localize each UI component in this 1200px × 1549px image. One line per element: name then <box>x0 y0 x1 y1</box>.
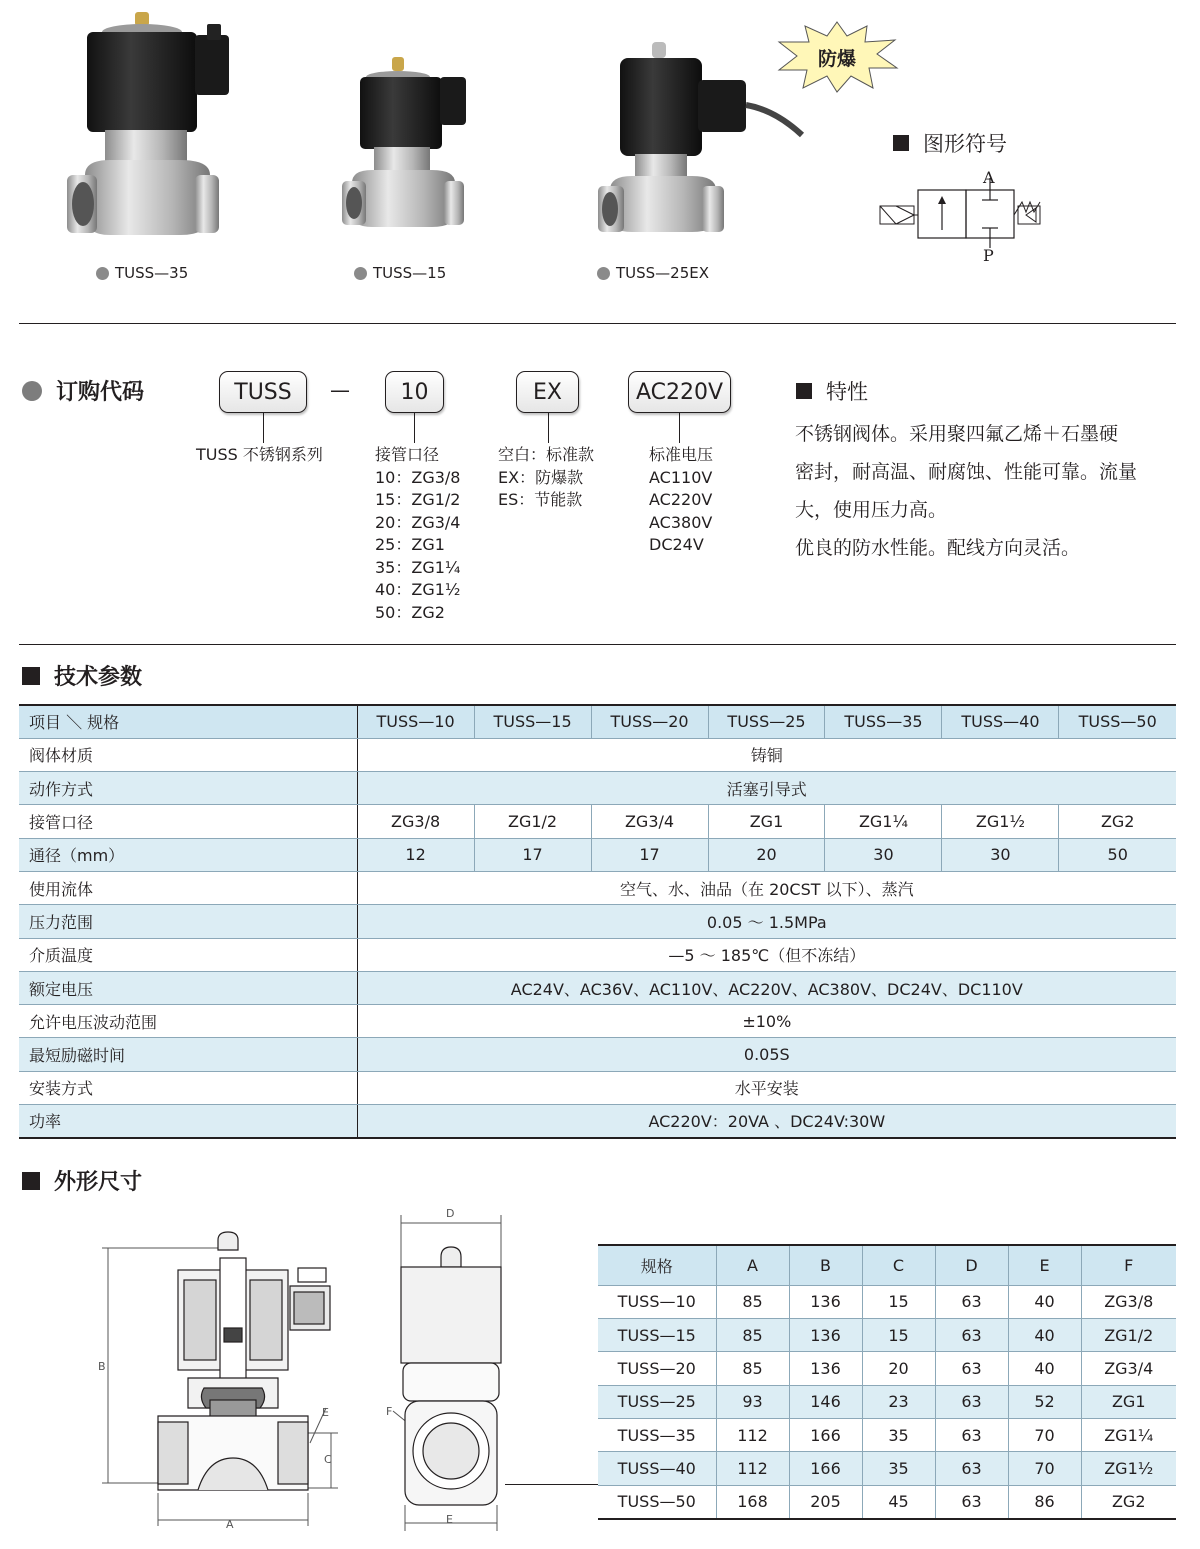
spec-cell: 12 <box>357 838 474 871</box>
dim-row <box>598 1352 1176 1385</box>
dim-cell: 63 <box>935 1352 1008 1385</box>
features-text <box>795 415 1137 567</box>
bullet-dot-icon <box>597 267 610 280</box>
dim-row <box>598 1385 1176 1418</box>
product-model: TUSS—35 <box>115 264 189 282</box>
spec-row-label: 介质温度 <box>19 938 357 971</box>
explosion-proof-badge <box>775 20 899 94</box>
spec-row-value: 0.05S <box>357 1038 1176 1071</box>
spec-row-value: AC24V、AC36V、AC110V、AC220V、AC380V、DC24V、DC110V <box>357 971 1176 1004</box>
product-image-tuss-25ex <box>590 40 805 240</box>
spec-row-label: 最短励磁时间 <box>19 1038 357 1071</box>
code-box-size: 10 <box>385 371 444 413</box>
spec-row-label: 使用流体 <box>19 871 357 904</box>
spec-row-value: 铸铜 <box>357 738 1176 771</box>
spec-cell: 30 <box>825 838 942 871</box>
spec-cell: 30 <box>942 838 1059 871</box>
dimension-label-f: F <box>386 1405 393 1418</box>
spec-row-label: 通径（mm） <box>19 838 357 871</box>
spec-title: 技术参数 <box>22 660 142 691</box>
spec-row <box>19 738 1176 771</box>
dim-cell: 40 <box>1008 1285 1081 1318</box>
features-title: 特性 <box>796 376 868 406</box>
dim-cell: 86 <box>1008 1485 1081 1518</box>
dim-cell: ZG3/4 <box>1081 1352 1176 1385</box>
code-dash: — <box>330 378 350 402</box>
code-box-series: TUSS <box>219 371 307 413</box>
symbol-label-a: A <box>983 168 995 187</box>
square-bullet-icon <box>22 667 40 685</box>
code-box-voltage: AC220V <box>628 371 731 413</box>
dim-cell: 40 <box>1008 1352 1081 1385</box>
side-view-drawing <box>383 1205 523 1533</box>
spec-header-model: TUSS—40 <box>942 705 1059 738</box>
spec-cell: ZG3/4 <box>591 805 708 838</box>
dimensions-table <box>598 1244 1176 1520</box>
spec-row <box>19 805 1176 838</box>
dim-cell: 15 <box>862 1318 935 1351</box>
square-bullet-icon <box>22 1172 40 1190</box>
circle-bullet-icon <box>22 381 42 401</box>
dim-cell: 35 <box>862 1419 935 1452</box>
dim-header: D <box>935 1245 1008 1285</box>
dim-cell: ZG3/8 <box>1081 1285 1176 1318</box>
spec-row-label: 动作方式 <box>19 772 357 805</box>
spec-row <box>19 772 1176 805</box>
spec-row <box>19 938 1176 971</box>
dim-cell: ZG2 <box>1081 1485 1176 1518</box>
dim-row <box>598 1318 1176 1351</box>
dim-cell: 85 <box>716 1285 789 1318</box>
code-box-type: EX <box>516 371 579 413</box>
dim-cell: 63 <box>935 1485 1008 1518</box>
spec-cell: ZG3/8 <box>357 805 474 838</box>
feature-line: 优良的防水性能。配线方向灵活。 <box>795 537 1081 559</box>
dim-cell: 35 <box>862 1452 935 1485</box>
dim-cell: TUSS—15 <box>598 1318 716 1351</box>
spec-table <box>19 704 1176 1139</box>
product-image-tuss-15 <box>340 55 480 245</box>
dimension-label-c: C <box>324 1453 332 1466</box>
bullet-dot-icon <box>354 267 367 280</box>
dim-row <box>598 1485 1176 1518</box>
dim-cell: 52 <box>1008 1385 1081 1418</box>
spec-row-value: 水平安装 <box>357 1071 1176 1104</box>
spec-row-label: 功率 <box>19 1105 357 1138</box>
section-divider <box>19 644 1176 645</box>
dimension-label-d: D <box>446 1207 455 1220</box>
dim-cell: TUSS—25 <box>598 1385 716 1418</box>
dim-cell: 63 <box>935 1285 1008 1318</box>
spec-row-label: 额定电压 <box>19 971 357 1004</box>
dim-cell: TUSS—50 <box>598 1485 716 1518</box>
size-options: 接管口径 10：ZG3/8 15：ZG1/2 20：ZG3/4 25：ZG1 35：ZG1¼ 40：ZG1½ 50：ZG2 <box>375 445 461 622</box>
spec-cell: ZG1¼ <box>825 805 942 838</box>
dim-cell: TUSS—40 <box>598 1452 716 1485</box>
dim-cell: 63 <box>935 1419 1008 1452</box>
dim-cell: 166 <box>789 1419 862 1452</box>
type-options: 空白：标准款 EX：防爆款 ES：节能款 <box>498 445 595 509</box>
product-image-tuss-35 <box>65 10 245 250</box>
dim-cell: 85 <box>716 1318 789 1351</box>
section-divider <box>19 323 1176 324</box>
dim-row <box>598 1452 1176 1485</box>
dim-cell: 166 <box>789 1452 862 1485</box>
dimensions-title: 外形尺寸 <box>22 1165 142 1196</box>
connector-line <box>548 413 549 443</box>
dim-header-row <box>598 1245 1176 1285</box>
feature-line: 大，使用压力高。 <box>795 499 948 521</box>
spec-header-model: TUSS—10 <box>357 705 474 738</box>
spec-cell: ZG1 <box>708 805 825 838</box>
spec-cell: ZG1/2 <box>474 805 591 838</box>
spec-header-model: TUSS—15 <box>474 705 591 738</box>
feature-line: 密封，耐高温、耐腐蚀、性能可靠。流量 <box>795 461 1138 483</box>
spec-row-label: 允许电压波动范围 <box>19 1005 357 1038</box>
spec-cell: 20 <box>708 838 825 871</box>
dim-cell: 136 <box>789 1285 862 1318</box>
square-bullet-icon <box>893 135 909 151</box>
spec-row <box>19 871 1176 904</box>
spec-row <box>19 1038 1176 1071</box>
product-model: TUSS—25EX <box>616 264 710 282</box>
dim-cell: 85 <box>716 1352 789 1385</box>
spec-row-value: 0.05 ～ 1.5MPa <box>357 905 1176 938</box>
symbol-label-p: P <box>983 246 994 265</box>
dim-cell: ZG1/2 <box>1081 1318 1176 1351</box>
spec-row-value: —5 ～ 185℃（但不冻结） <box>357 938 1176 971</box>
dim-header: C <box>862 1245 935 1285</box>
spec-cell: 50 <box>1059 838 1176 871</box>
spec-cell: ZG2 <box>1059 805 1176 838</box>
spec-header-row <box>19 705 1176 738</box>
dim-header: B <box>789 1245 862 1285</box>
spec-row <box>19 1071 1176 1104</box>
dim-cell: 93 <box>716 1385 789 1418</box>
voltage-options: 标准电压 AC110V AC220V AC380V DC24V <box>649 445 714 554</box>
spec-row-label: 压力范围 <box>19 905 357 938</box>
spec-row-value: 空气、水、油品（在 20CST 以下）、蒸汽 <box>357 871 1176 904</box>
spec-row-label: 安装方式 <box>19 1071 357 1104</box>
dim-cell: 70 <box>1008 1452 1081 1485</box>
dim-cell: 63 <box>935 1452 1008 1485</box>
square-bullet-icon <box>796 383 812 399</box>
dim-cell: 136 <box>789 1318 862 1351</box>
spec-header-model: TUSS—35 <box>825 705 942 738</box>
dim-cell: TUSS—10 <box>598 1285 716 1318</box>
dim-cell: ZG1½ <box>1081 1452 1176 1485</box>
product-caption <box>96 264 188 282</box>
dim-row <box>598 1419 1176 1452</box>
dim-header: 规格 <box>598 1245 716 1285</box>
spec-row-value: ±10% <box>357 1005 1176 1038</box>
dim-header: E <box>1008 1245 1081 1285</box>
dim-cell: 63 <box>935 1318 1008 1351</box>
section-view-drawing <box>98 1228 348 1533</box>
product-model: TUSS—15 <box>373 264 447 282</box>
dim-row <box>598 1285 1176 1318</box>
dim-cell: 70 <box>1008 1419 1081 1452</box>
spec-row <box>19 905 1176 938</box>
dim-header: F <box>1081 1245 1176 1285</box>
spec-cell: 17 <box>474 838 591 871</box>
dim-cell: 168 <box>716 1485 789 1518</box>
ordering-title: 订购代码 <box>22 375 144 406</box>
feature-line: 不锈钢阀体。采用聚四氟乙烯＋石墨硬 <box>795 423 1119 445</box>
symbol-section-title: 图形符号 <box>893 128 1007 158</box>
spec-row <box>19 1105 1176 1138</box>
dim-cell: 63 <box>935 1385 1008 1418</box>
dim-cell: 20 <box>862 1352 935 1385</box>
spec-cell: ZG1½ <box>942 805 1059 838</box>
dim-cell: 146 <box>789 1385 862 1418</box>
dim-cell: ZG1¼ <box>1081 1419 1176 1452</box>
connector-line <box>414 413 415 443</box>
dim-cell: 15 <box>862 1285 935 1318</box>
dim-cell: 112 <box>716 1419 789 1452</box>
spec-header-model: TUSS—50 <box>1059 705 1176 738</box>
dim-cell: 23 <box>862 1385 935 1418</box>
dim-cell: TUSS—35 <box>598 1419 716 1452</box>
spec-row-label: 阀体材质 <box>19 738 357 771</box>
valve-symbol-diagram <box>876 168 1046 268</box>
dim-cell: 112 <box>716 1452 789 1485</box>
series-description: TUSS 不锈钢系列 <box>196 445 323 464</box>
product-caption <box>597 264 709 282</box>
spec-row-value: 活塞引导式 <box>357 772 1176 805</box>
spec-cell: 17 <box>591 838 708 871</box>
spec-header-model: TUSS—25 <box>708 705 825 738</box>
dim-cell: 40 <box>1008 1318 1081 1351</box>
connector-line <box>679 413 680 443</box>
spec-row <box>19 971 1176 1004</box>
explosion-proof-label: 防爆 <box>817 47 856 70</box>
dimension-label-b: B <box>98 1360 106 1373</box>
dim-cell: 136 <box>789 1352 862 1385</box>
dimension-label-a: A <box>226 1518 234 1531</box>
dim-cell: TUSS—20 <box>598 1352 716 1385</box>
table-lead-line <box>505 1484 598 1485</box>
dim-cell: 45 <box>862 1485 935 1518</box>
dimension-label-e: E <box>322 1406 329 1419</box>
spec-row <box>19 838 1176 871</box>
dim-cell: ZG1 <box>1081 1385 1176 1418</box>
spec-header-label: 项目 ＼ 规格 <box>19 705 357 738</box>
product-caption <box>354 264 446 282</box>
spec-row-label: 接管口径 <box>19 805 357 838</box>
connector-line <box>263 413 264 443</box>
spec-row-value: AC220V：20VA 、DC24V:30W <box>357 1105 1176 1138</box>
bullet-dot-icon <box>96 267 109 280</box>
dimension-label-e: E <box>446 1513 453 1526</box>
spec-header-model: TUSS—20 <box>591 705 708 738</box>
dim-cell: 205 <box>789 1485 862 1518</box>
spec-row <box>19 1005 1176 1038</box>
dim-header: A <box>716 1245 789 1285</box>
